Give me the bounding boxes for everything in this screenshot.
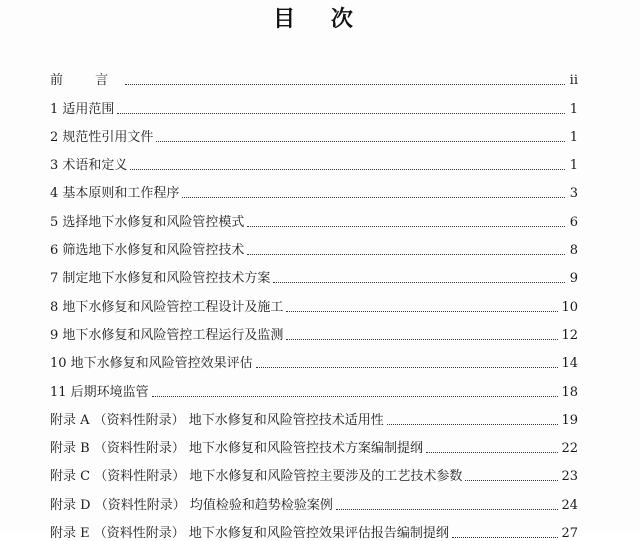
toc-entry-1[interactable]	[50, 88, 578, 116]
dot-leader	[426, 451, 559, 453]
toc-entry-page: 1	[569, 101, 578, 117]
toc-entry-page: 1	[569, 158, 578, 174]
toc-entry-label: 附录 A （资料性附录） 地下水修复和风险管控技术适用性	[50, 412, 384, 428]
dot-leader	[336, 508, 559, 510]
toc-entry-page: ii	[569, 73, 578, 89]
toc-entry-page: 18	[561, 384, 578, 400]
toc-entry-9[interactable]	[50, 315, 578, 343]
toc-entry-label: 2 规范性引用文件	[50, 129, 154, 145]
toc-entry-label: 1 适用范围	[50, 101, 115, 117]
toc-entry-appendix-c[interactable]	[50, 456, 578, 484]
dot-leader	[256, 366, 559, 368]
toc-entry-page: 14	[561, 356, 578, 372]
toc-entry-label: 11 后期环境监管	[50, 384, 149, 400]
dot-leader	[182, 196, 565, 198]
toc-entry-6[interactable]	[50, 230, 578, 258]
toc-entry-page: 1	[569, 129, 578, 145]
toc-entry-appendix-a[interactable]	[50, 400, 578, 428]
toc-entry-page: 23	[561, 469, 578, 485]
dot-leader	[117, 112, 565, 114]
toc-entry-page: 24	[561, 497, 578, 513]
toc-entry-appendix-e[interactable]	[50, 513, 578, 541]
dot-leader	[452, 536, 559, 538]
toc-entry-label: 附录 C （资料性附录） 地下水修复和风险管控主要涉及的工艺技术参数	[50, 469, 463, 485]
toc-entry-page: 9	[569, 271, 578, 287]
dot-leader	[286, 310, 558, 312]
toc-entry-page: 12	[561, 327, 578, 343]
toc-entry-5[interactable]	[50, 201, 578, 229]
toc-entry-label: 附录 B （资料性附录） 地下水修复和风险管控技术方案编制提纲	[50, 441, 423, 457]
toc-entry-4[interactable]	[50, 173, 578, 201]
dot-leader	[130, 168, 565, 170]
toc-entry-label: 4 基本原则和工作程序	[50, 186, 180, 202]
toc-entry-label: 附录 E （资料性附录） 地下水修复和风险管控效果评估报告编制提纲	[50, 526, 449, 541]
toc-entry-label: 8 地下水修复和风险管控工程设计及施工	[50, 299, 284, 315]
toc-entry-3[interactable]	[50, 145, 578, 173]
dot-leader	[152, 395, 559, 397]
dot-leader	[273, 281, 565, 283]
table-of-contents	[50, 60, 578, 541]
dot-leader	[247, 225, 565, 227]
toc-entry-page: 3	[569, 186, 578, 202]
dot-leader	[247, 253, 565, 255]
toc-entry-page: 8	[569, 243, 578, 259]
toc-entry-appendix-b[interactable]	[50, 428, 578, 456]
toc-entry-label: 附录 D （资料性附录） 均值检验和趋势检验案例	[50, 497, 333, 513]
toc-entry-page: 6	[569, 214, 578, 230]
toc-entry-page: 22	[561, 441, 578, 457]
toc-entry-label: 9 地下水修复和风险管控工程运行及监测	[50, 327, 284, 343]
toc-entry-page: 10	[561, 299, 578, 315]
toc-entry-label: 前 言	[50, 73, 123, 89]
toc-entry-2[interactable]	[50, 117, 578, 145]
toc-entry-foreword[interactable]	[50, 60, 578, 88]
toc-entry-page: 27	[561, 526, 578, 541]
page-title: 目 次	[273, 7, 367, 32]
dot-leader	[156, 140, 565, 142]
toc-entry-label: 6 筛选地下水修复和风险管控技术	[50, 243, 245, 259]
dot-leader	[125, 83, 565, 85]
toc-entry-label: 3 术语和定义	[50, 158, 128, 174]
toc-entry-appendix-d[interactable]	[50, 484, 578, 512]
dot-leader	[286, 338, 558, 340]
toc-entry-label: 10 地下水修复和风险管控效果评估	[50, 356, 253, 372]
toc-entry-11[interactable]	[50, 371, 578, 399]
dot-leader	[465, 479, 558, 481]
toc-entry-label: 7 制定地下水修复和风险管控技术方案	[50, 271, 271, 287]
toc-entry-page: 19	[561, 412, 578, 428]
dot-leader	[387, 423, 559, 425]
toc-entry-8[interactable]	[50, 286, 578, 314]
toc-entry-7[interactable]	[50, 258, 578, 286]
toc-entry-10[interactable]	[50, 343, 578, 371]
toc-entry-label: 5 选择地下水修复和风险管控模式	[50, 214, 245, 230]
